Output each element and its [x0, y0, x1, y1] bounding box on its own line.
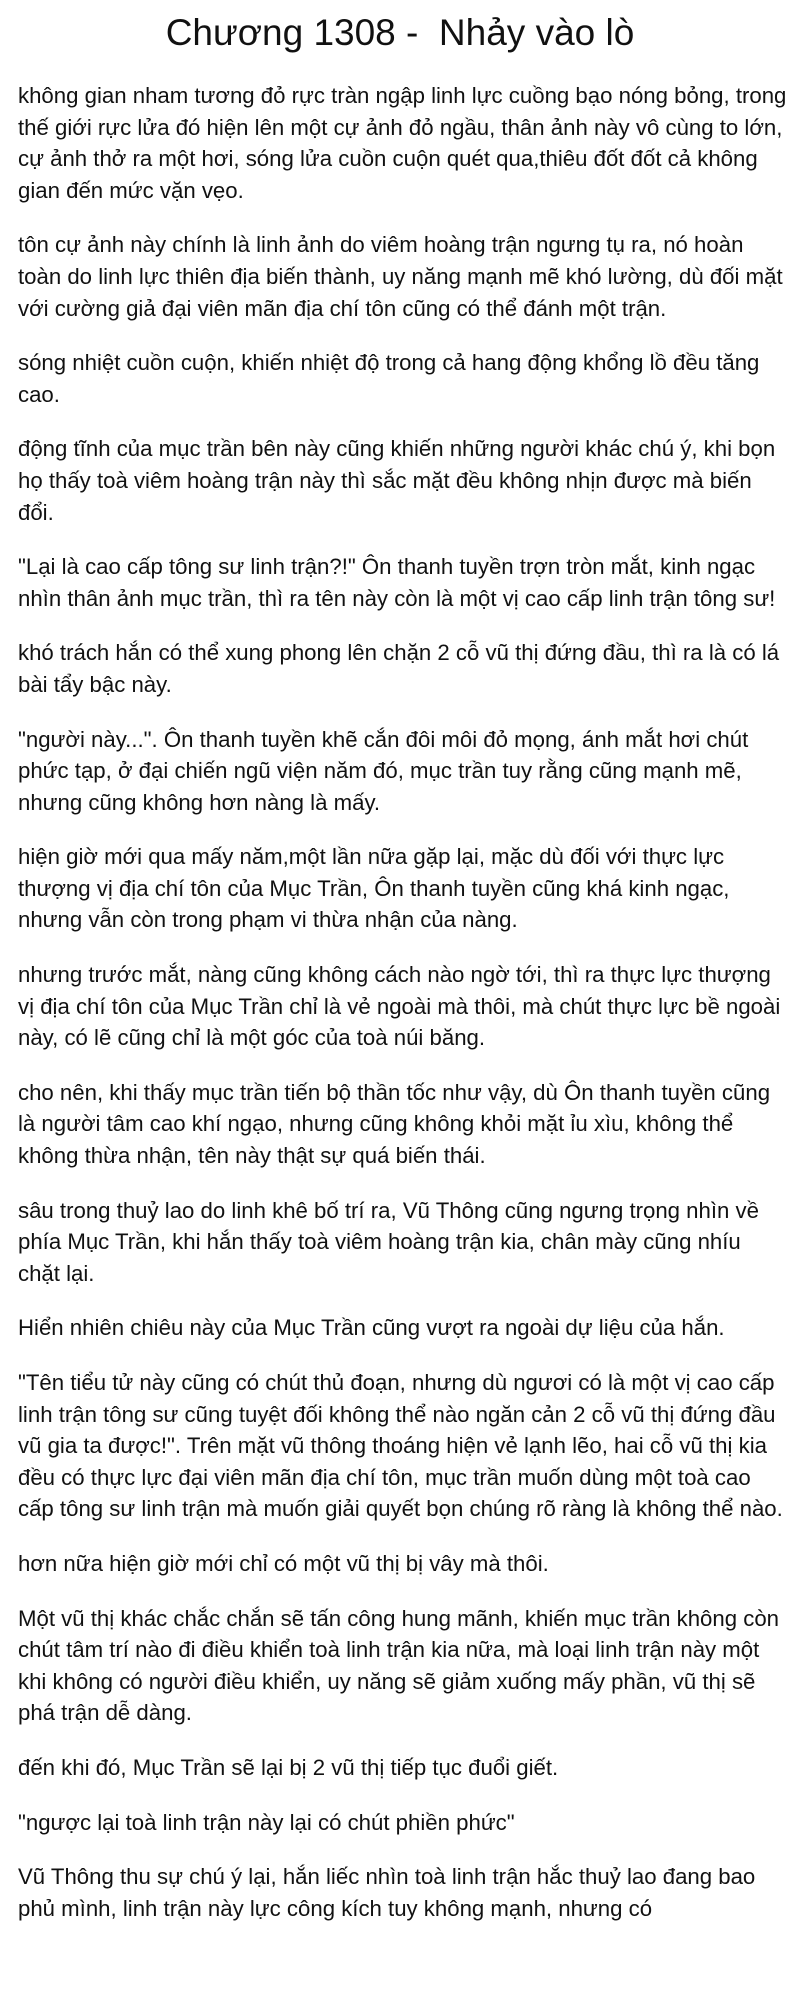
paragraph: động tĩnh của mục trần bên này cũng khiến những người khác chú ý, khi bọn họ thấy toà viêm hoàng trận này thì sắc mặt đều không nhịn được mà biến đổi.: [18, 436, 776, 525]
paragraph: "Lại là cao cấp tông sư linh trận?!" Ôn thanh tuyền trợn tròn mắt, kinh ngạc nhìn thân ảnh mục trần, thì ra tên này còn là một vị cao cấp linh trận tông sư!: [18, 554, 776, 611]
paragraph: "người này...". Ôn thanh tuyền khẽ cắn đôi môi đỏ mọng, ánh mắt hơi chút phức tạp, ở đại chiến ngũ viện năm đó, mục trần tuy rằng cũng mạnh mẽ, nhưng cũng không hơn nàng là mấy.: [18, 726, 749, 815]
paragraph: tôn cự ảnh này chính là linh ảnh do viêm hoàng trận ngưng tụ ra, nó hoàn toàn do linh lực thiên địa biến thành, uy năng mạnh mẽ khó lường, dù đối mặt với cường giả đại viên mãn địa chí tôn cũng có thể đánh một trận.: [18, 232, 783, 321]
paragraph: "ngược lại toà linh trận này lại có chút phiền phức": [18, 1809, 515, 1835]
paragraph: sóng nhiệt cuồn cuộn, khiến nhiệt độ trong cả hang động khổng lồ đều tăng cao.: [18, 350, 760, 407]
paragraph: đến khi đó, Mục Trần sẽ lại bị 2 vũ thị tiếp tục đuổi giết.: [18, 1754, 559, 1780]
paragraph: "Tên tiểu tử này cũng có chút thủ đoạn, nhưng dù ngươi có là một vị cao cấp linh trận tông sư cũng tuyệt đối không thể nào ngăn cản 2 cỗ vũ thị đứng đầu vũ gia ta được!". Trên mặt vũ thông thoáng hiện vẻ lạnh lẽo, hai cỗ vũ thị kia đều có thực lực đại viên mãn địa chí tôn, mục trần muốn dùng một toà cao cấp tông sư linh trận mà muốn giải quyết bọn chúng rõ ràng là không thể nào.: [18, 1370, 783, 1522]
paragraph: nhưng trước mắt, nàng cũng không cách nào ngờ tới, thì ra thực lực thượng vị địa chí tôn của Mục Trần chỉ là vẻ ngoài mà thôi, mà chút thực lực bề ngoài này, có lẽ cũng chỉ là một góc của toà núi băng.: [18, 962, 781, 1051]
paragraph: hơn nữa hiện giờ mới chỉ có một vũ thị bị vây mà thôi.: [18, 1550, 549, 1576]
paragraph: sâu trong thuỷ lao do linh khê bố trí ra, Vũ Thông cũng ngưng trọng nhìn về phía Mục Trần, khi hắn thấy toà viêm hoàng trận kia, chân mày cũng nhíu chặt lại.: [18, 1197, 759, 1286]
chapter-title: Chương 1308 - Nhảy vào lò: [165, 12, 635, 53]
chapter-body: [18, 80, 788, 1947]
paragraph: Một vũ thị khác chắc chắn sẽ tấn công hung mãnh, khiến mục trần không còn chút tâm trí nào đi điều khiển toà linh trận kia nữa, mà loại linh trận này một khi không có người điều khiển, uy năng sẽ giảm xuống mấy phần, vũ thị sẽ phá trận dễ dàng.: [18, 1605, 779, 1726]
paragraph: không gian nham tương đỏ rực tràn ngập linh lực cuồng bạo nóng bỏng, trong thế giới rực lửa đó hiện lên một cự ảnh đỏ ngầu, thân ảnh này vô cùng to lớn, cự ảnh thở ra một hơi, sóng lửa cuồn cuộn quét qua,thiêu đốt đốt cả không gian đến mức vặn vẹo.: [18, 83, 787, 203]
paragraph: cho nên, khi thấy mục trần tiến bộ thần tốc như vậy, dù Ôn thanh tuyền cũng là người tâm cao khí ngạo, nhưng cũng không khỏi mặt ỉu xìu, không thể không thừa nhận, tên này thật sự quá biến thái.: [18, 1079, 771, 1169]
paragraph: khó trách hắn có thể xung phong lên chặn 2 cỗ vũ thị đứng đầu, thì ra là có lá bài tẩy bậc này.: [18, 640, 780, 697]
paragraph: hiện giờ mới qua mấy năm,một lần nữa gặp lại, mặc dù đối với thực lực thượng vị địa chí tôn của Mục Trần, Ôn thanh tuyền cũng khá kinh ngạc, nhưng vẫn còn trong phạm vi thừa nhận của nàng.: [18, 844, 730, 933]
paragraph: Vũ Thông thu sự chú ý lại, hắn liếc nhìn toà linh trận hắc thuỷ lao đang bao phủ mình, linh trận này lực công kích tuy không mạnh, nhưng có: [18, 1864, 756, 1921]
paragraph: Hiển nhiên chiêu này của Mục Trần cũng vượt ra ngoài dự liệu của hắn.: [18, 1315, 725, 1341]
